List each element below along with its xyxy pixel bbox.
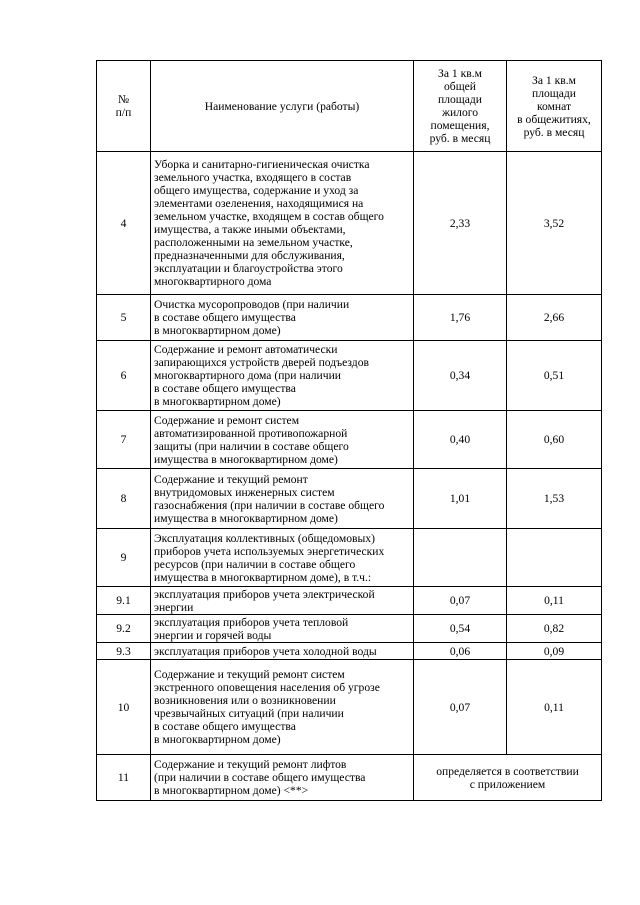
row-value-dormitory: 3,52: [507, 152, 602, 295]
table-row: [97, 643, 602, 660]
row-service-name: Содержание и текущий ремонт лифтов (при наличии в составе общего имущества в многоквартирном доме) <**>: [151, 755, 414, 801]
row-service-name: Очистка мусоропроводов (при наличии в составе общего имущества в многоквартирном доме): [151, 295, 414, 341]
row-service-name: Уборка и санитарно-гигиеническая очистка земельного участка, входящего в состав общего имущества, содержание и уход за элементами озеленения, находящимися на земельном участке, входящем в состав общего имущества, а также иными объектами, расположенными на земельном участке, предназначенными для обслуживания, эксплуатации и благоустройства этого многоквартирного дома: [151, 152, 414, 295]
table-row: [97, 295, 602, 341]
row-number: 9.2: [97, 615, 151, 643]
row-value-living: 2,33: [414, 152, 507, 295]
row-service-name: Эксплуатация коллективных (общедомовых) приборов учета используемых энергетических ресурсов (при наличии в составе общего имущества в многоквартирном доме), в т.ч.:: [151, 529, 414, 587]
row-number: 9.3: [97, 643, 151, 660]
tariff-table: [96, 60, 602, 801]
row-value-living: 0,06: [414, 643, 507, 660]
row-value-dormitory: 0,51: [507, 341, 602, 411]
row-service-name: Содержание и текущий ремонт внутридомовых инженерных систем газоснабжения (при наличии в составе общего имущества в многоквартирном доме): [151, 469, 414, 529]
row-service-name: Содержание и ремонт систем автоматизированной противопожарной защиты (при наличии в составе общего имущества в многоквартирном доме): [151, 411, 414, 469]
row-number: 4: [97, 152, 151, 295]
header-name: Наименование услуги (работы): [151, 61, 414, 152]
table-row: [97, 152, 602, 295]
row-number: 9.1: [97, 587, 151, 615]
table-row: [97, 660, 602, 755]
row-service-name: эксплуатация приборов учета электрической энергии: [151, 587, 414, 615]
table-row: [97, 469, 602, 529]
row-number: 5: [97, 295, 151, 341]
row-number: 8: [97, 469, 151, 529]
row-value-living: 0,40: [414, 411, 507, 469]
table-row: [97, 587, 602, 615]
row-value-dormitory: 0,82: [507, 615, 602, 643]
row-number: 11: [97, 755, 151, 801]
row-service-name: эксплуатация приборов учета тепловой энергии и горячей воды: [151, 615, 414, 643]
row-value-living: 0,34: [414, 341, 507, 411]
table-body: [97, 152, 602, 801]
table-row: [97, 755, 602, 801]
row-value-living: [414, 529, 507, 587]
row-value-living: 1,76: [414, 295, 507, 341]
row-number: 7: [97, 411, 151, 469]
table-header-row: [97, 61, 602, 152]
row-number: 10: [97, 660, 151, 755]
header-num: № п/п: [97, 61, 151, 152]
row-value-living: 0,07: [414, 660, 507, 755]
row-number: 6: [97, 341, 151, 411]
table-row: [97, 529, 602, 587]
row-service-name: Содержание и текущий ремонт систем экстренного оповещения населения об угрозе возникновения или о возникновении чрезвычайных ситуаций (при наличии в составе общего имущества в многоквартирном доме): [151, 660, 414, 755]
row-value-living: 1,01: [414, 469, 507, 529]
row-number: 9: [97, 529, 151, 587]
row-value-dormitory: 0,11: [507, 587, 602, 615]
table-row: [97, 341, 602, 411]
header-per-sqm-dormitory: За 1 кв.м площади комнат в общежитиях, руб. в месяц: [507, 61, 602, 152]
table-row: [97, 615, 602, 643]
header-per-sqm-living: За 1 кв.м общей площади жилого помещения, руб. в месяц: [414, 61, 507, 152]
row-value-merged: определяется в соответствии с приложением: [414, 755, 602, 801]
row-value-living: 0,07: [414, 587, 507, 615]
row-value-dormitory: 2,66: [507, 295, 602, 341]
table-row: [97, 411, 602, 469]
row-service-name: эксплуатация приборов учета холодной воды: [151, 643, 414, 660]
row-service-name: Содержание и ремонт автоматически запирающихся устройств дверей подъездов многоквартирного дома (при наличии в составе общего имущества в многоквартирном доме): [151, 341, 414, 411]
row-value-dormitory: 0,09: [507, 643, 602, 660]
row-value-dormitory: [507, 529, 602, 587]
row-value-dormitory: 1,53: [507, 469, 602, 529]
row-value-living: 0,54: [414, 615, 507, 643]
row-value-dormitory: 0,11: [507, 660, 602, 755]
row-value-dormitory: 0,60: [507, 411, 602, 469]
